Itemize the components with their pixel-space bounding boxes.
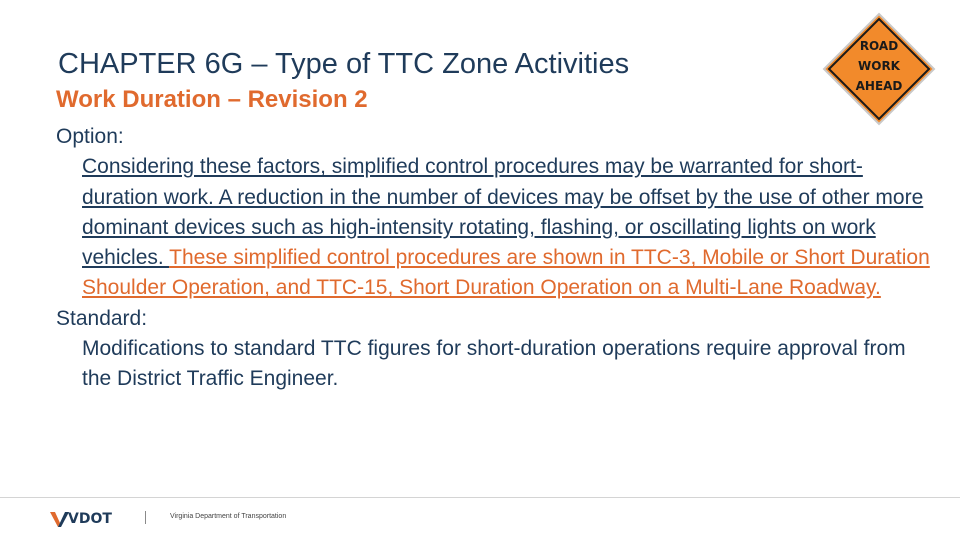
sign-line-3: AHEAD (855, 79, 903, 93)
option-text-part-1: Considering these factors, simplified control procedures may be warranted for short-duration work. A reduction in the number of devices may be offset by the use of other more dominant devices such as high-intensity rotating, flashing, or oscillating lights on work vehicles. (82, 155, 924, 270)
vdot-logo-icon (48, 506, 122, 530)
standard-paragraph: Modifications to standard TTC figures for short-duration operations require approval from the District Traffic Engineer. (82, 337, 906, 391)
slide-body (56, 122, 936, 395)
option-text-part-2: These simplified control procedures are shown in TTC-3, Mobile or Short Duration Shoulder Operation, and TTC-15, Short Duration Operation on a Multi-Lane Roadway. (82, 246, 930, 300)
footer-divider-line (0, 497, 960, 498)
footer-org-name: Virginia Department of Transportation (170, 513, 287, 520)
standard-label: Standard: (56, 306, 148, 330)
sign-line-2: WORK (858, 59, 900, 73)
sign-line-1: ROAD (859, 39, 899, 53)
option-label: Option: (56, 125, 124, 148)
slide-title: CHAPTER 6G – Type of TTC Zone Activities (58, 48, 630, 80)
slide-subtitle: Work Duration – Revision 2 (56, 86, 368, 113)
road-work-ahead-sign-icon (820, 10, 938, 128)
footer-separator (145, 511, 146, 524)
vdot-logo-text: VDOT (68, 511, 112, 527)
option-paragraph (56, 152, 936, 303)
